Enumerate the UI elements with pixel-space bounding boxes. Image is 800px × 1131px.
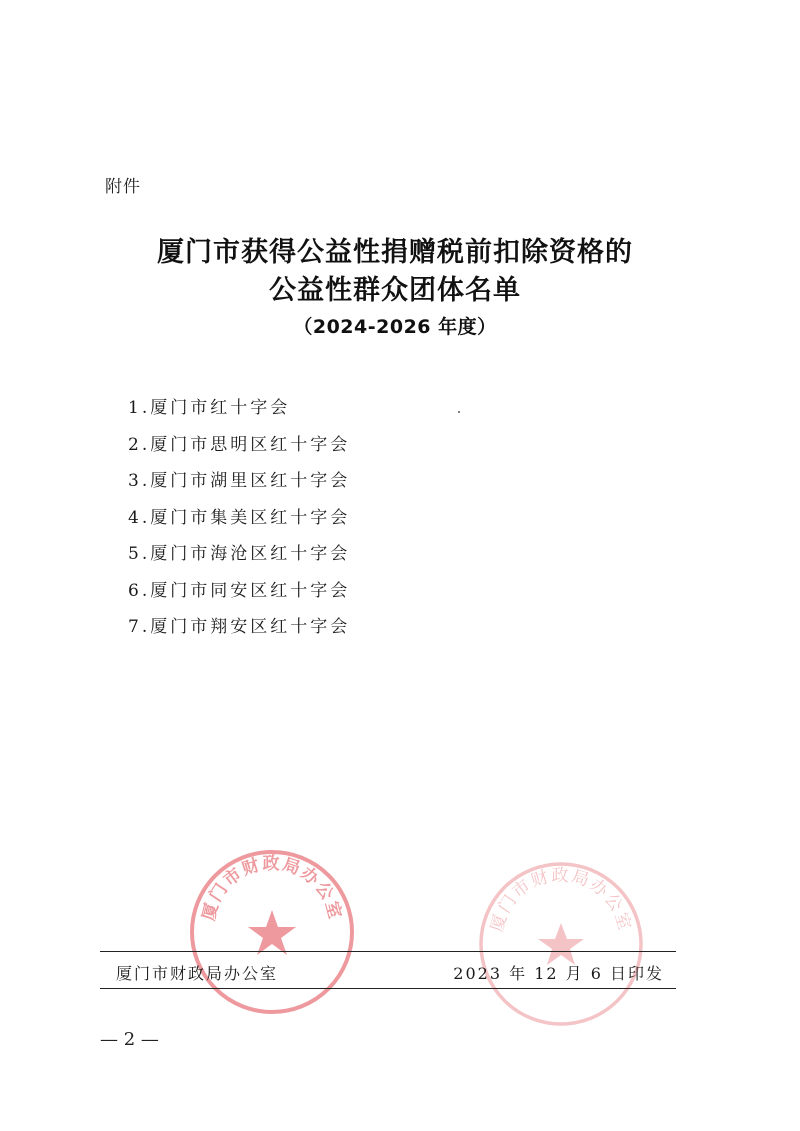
document-title <box>0 234 790 340</box>
list-item: 6.厦门市同安区红十字会 <box>128 580 351 601</box>
seal-left-text: 厦门市财政局办公室 <box>198 853 346 923</box>
scan-speck <box>458 411 460 413</box>
footer-date: 2023 年 12 月 6 日印发 <box>453 964 664 983</box>
page-number: — 2 — <box>100 1029 159 1050</box>
svg-text:厦门市财政局办公室 <box>198 853 346 923</box>
organization-list <box>128 390 350 646</box>
list-item: 1.厦门市红十字会 <box>128 398 291 418</box>
list-item: 3.厦门市湖里区红十字会 <box>128 471 351 491</box>
footer-issuer: 厦门市财政局办公室 <box>116 964 279 983</box>
title-line-2: 公益性群众团体名单 <box>269 275 521 306</box>
list-item: 7.厦门市翔安区红十字会 <box>128 617 351 637</box>
official-seal-right <box>474 857 648 1031</box>
official-seal-left <box>186 846 358 1018</box>
title-period: （2024-2026 年度） <box>293 316 497 338</box>
footer-rule-top <box>100 951 676 952</box>
seal-right-text: 厦门市财政局办公室 <box>487 865 635 935</box>
svg-text:厦门市财政局办公室 <box>487 866 635 934</box>
attachment-label: 附件 <box>105 177 141 197</box>
list-item: 4.厦门市集美区红十字会 <box>128 507 351 528</box>
title-line-1: 厦门市获得公益性捐赠税前扣除资格的 <box>157 237 633 268</box>
list-item: 2.厦门市思明区红十字会 <box>128 434 351 455</box>
list-item: 5.厦门市海沧区红十字会 <box>128 544 351 564</box>
footer-rule-bottom <box>100 988 676 989</box>
